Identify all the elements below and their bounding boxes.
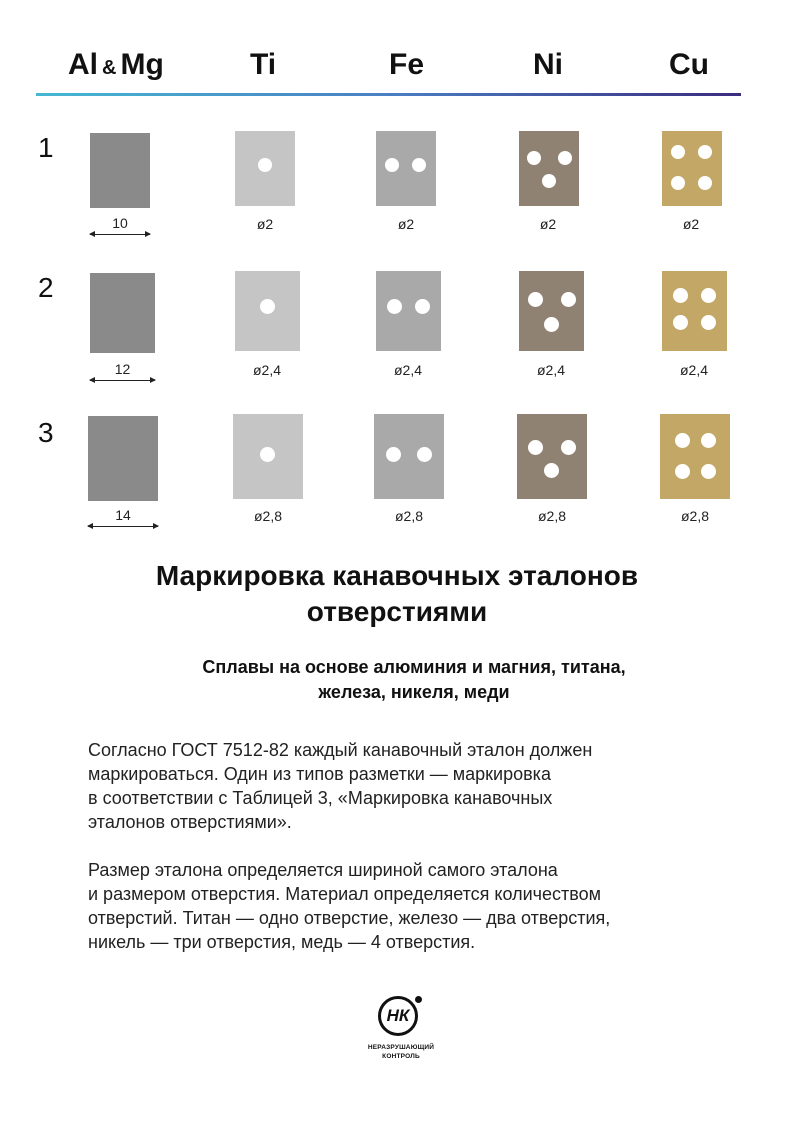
sample-cu-row-2 (662, 271, 727, 351)
sample-ti-row-1 (235, 131, 295, 206)
row-number-3: 3 (38, 417, 54, 448)
hole (528, 292, 543, 307)
column-header-al-mg (68, 48, 164, 82)
logo-mark: НК (378, 996, 418, 1036)
hole (698, 176, 712, 190)
hole (698, 145, 712, 159)
sample-ni-row-2 (519, 271, 584, 351)
row-number-2: 2 (38, 272, 54, 303)
sample-fe-row-3 (374, 414, 444, 499)
page-title (0, 558, 794, 630)
hole (671, 176, 685, 190)
paragraph-1-line: эталонов отверстиями». (88, 812, 292, 832)
diameter-label-cu-row-2: ø2,4 (679, 362, 708, 378)
header-ampersand: & (102, 57, 117, 79)
paragraph-2-line: Размер эталона определяется шириной самого эталона (88, 860, 558, 880)
diameter-label-ti-row-1: ø2 (256, 216, 274, 232)
diameter-label-ni-row-3: ø2,8 (537, 508, 566, 524)
paragraph-1-line: маркироваться. Один из типов разметки — маркировка (88, 764, 551, 784)
hole (673, 288, 688, 303)
sample-fe-row-2 (376, 271, 441, 351)
sample-al-mg-row-3 (88, 416, 158, 501)
paragraph-1 (88, 738, 748, 834)
diameter-label-ni-row-1: ø2 (539, 216, 557, 232)
hole (544, 317, 559, 332)
hole (701, 433, 716, 448)
width-label-row-1: 10 (112, 215, 128, 231)
sample-ti-row-3 (233, 414, 303, 499)
sample-ni-row-1 (519, 131, 579, 206)
header-gradient-rule (36, 93, 741, 96)
sample-cu-row-3 (660, 414, 730, 499)
diameter-label-ti-row-2: ø2,4 (252, 362, 281, 378)
hole (415, 299, 430, 314)
subtitle-line-1: Сплавы на основе алюминия и магния, титана, (202, 657, 626, 677)
hole (561, 292, 576, 307)
diameter-label-cu-row-1: ø2 (682, 216, 700, 232)
diameter-label-fe-row-3: ø2,8 (394, 508, 423, 524)
hole (701, 288, 716, 303)
hole (412, 158, 426, 172)
logo-text-line-2: КОНТРОЛЬ (382, 1053, 420, 1060)
width-label-row-3: 14 (115, 507, 131, 523)
hole (671, 145, 685, 159)
subtitle-line-2: железа, никеля, меди (318, 682, 510, 702)
header-mg: Mg (120, 48, 164, 81)
hole (258, 158, 272, 172)
hole (544, 463, 559, 478)
paragraph-2-line: и размером отверстия. Материал определяется количеством (88, 884, 602, 904)
sample-al-mg-row-1 (90, 133, 150, 208)
hole (260, 447, 275, 462)
hole (675, 433, 690, 448)
hole (673, 315, 688, 330)
header-al: Al (68, 48, 98, 81)
sample-al-mg-row-2 (90, 273, 155, 353)
row-number-1: 1 (38, 132, 54, 163)
diameter-label-cu-row-3: ø2,8 (680, 508, 709, 524)
hole (701, 464, 716, 479)
hole (386, 447, 401, 462)
hole (527, 151, 541, 165)
hole (701, 315, 716, 330)
column-header-ni: Ni (533, 48, 563, 81)
logo-text-line-1: НЕРАЗРУШАЮЩИЙ (367, 1044, 435, 1051)
diameter-label-fe-row-1: ø2 (397, 216, 415, 232)
logo-dot-icon (415, 996, 422, 1003)
paragraph-2-line: никель — три отверстия, медь — 4 отверстия. (88, 932, 476, 952)
paragraph-2-line: отверстий. Титан — одно отверстие, железо — два отверстия, (88, 908, 611, 928)
hole (542, 174, 556, 188)
column-header-fe: Fe (389, 48, 425, 81)
sample-ni-row-3 (517, 414, 587, 499)
sample-ti-row-2 (235, 271, 300, 351)
hole (675, 464, 690, 479)
sample-fe-row-1 (376, 131, 436, 206)
column-header-cu: Cu (669, 48, 709, 81)
hole (558, 151, 572, 165)
hole (385, 158, 399, 172)
paragraph-2 (88, 858, 748, 954)
diameter-label-fe-row-2: ø2,4 (393, 362, 422, 378)
subtitle (0, 655, 794, 705)
column-header-ti: Ti (250, 48, 277, 81)
diameter-label-ti-row-3: ø2,8 (253, 508, 282, 524)
diameter-label-ni-row-2: ø2,4 (536, 362, 565, 378)
hole (260, 299, 275, 314)
sample-cu-row-1 (662, 131, 722, 206)
hole (561, 440, 576, 455)
title-line-1: Маркировка канавочных эталонов (155, 560, 639, 591)
width-label-row-2: 12 (114, 361, 131, 377)
paragraph-1-line: в соответствии с Таблицей 3, «Маркировка канавочных (88, 788, 553, 808)
paragraph-1-line: Согласно ГОСТ 7512-82 каждый канавочный эталон должен (88, 740, 593, 760)
hole (387, 299, 402, 314)
hole (417, 447, 432, 462)
hole (528, 440, 543, 455)
title-line-2: отверстиями (306, 596, 488, 627)
